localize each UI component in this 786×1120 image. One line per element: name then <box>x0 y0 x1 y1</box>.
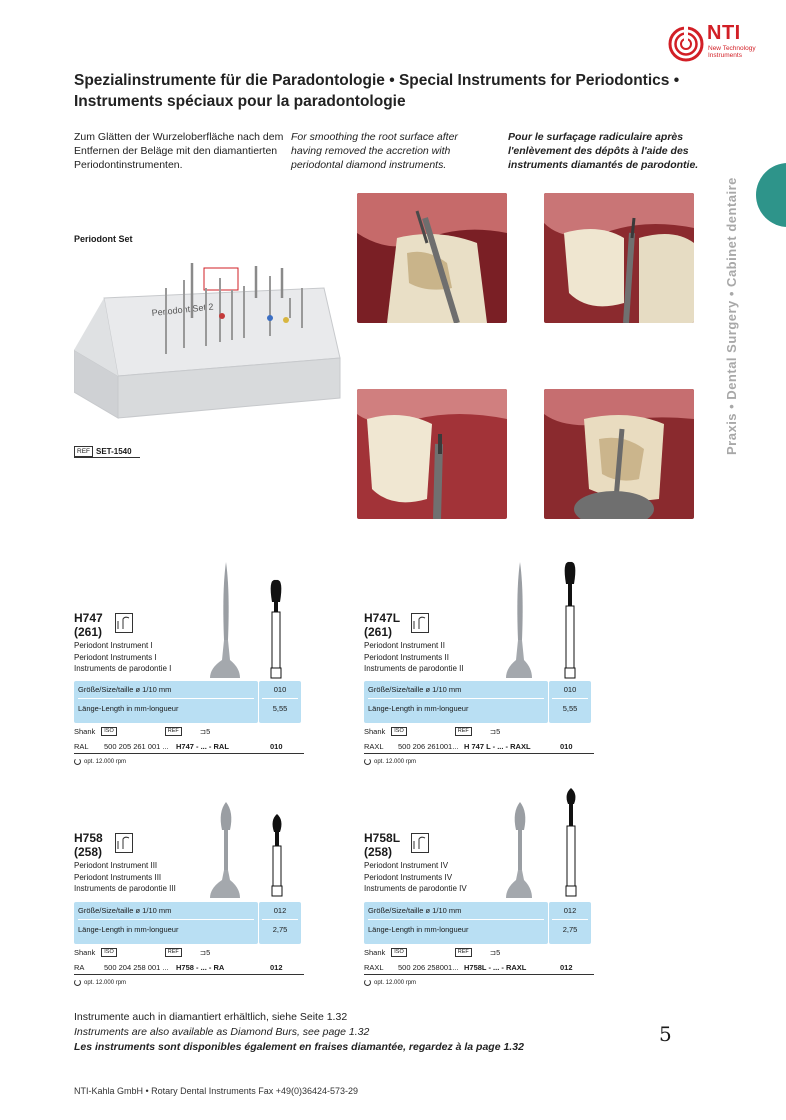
order-size: 010 <box>270 742 283 751</box>
product-desc-2: Periodont Instruments II <box>364 652 449 662</box>
order-row <box>74 742 304 754</box>
instrument-image <box>490 784 590 900</box>
instrument-type-icon <box>115 833 133 853</box>
instrument-image <box>490 560 590 680</box>
rpm-value: opt. 12.000 rpm <box>84 979 127 986</box>
size-value-panel <box>549 681 591 723</box>
order-code: H 747 L - ... - RAXL <box>464 742 531 751</box>
order-code: H758 - ... - RA <box>176 963 225 972</box>
shank-row <box>74 727 304 736</box>
brand-tagline: New Technology Instruments <box>708 45 756 59</box>
instrument-type-icon <box>411 613 429 633</box>
nti-ring-logo-icon <box>668 26 704 62</box>
order-row <box>364 963 594 975</box>
rotation-icon <box>364 758 371 765</box>
clinical-photo-4 <box>544 389 694 519</box>
set-label: Periodont Set <box>74 234 133 244</box>
order-row <box>364 742 594 754</box>
product-number: (261) <box>364 625 393 639</box>
product-number: (258) <box>364 845 393 859</box>
product-desc-1: Periodont Instrument I <box>74 641 153 650</box>
size-label: Größe/Size/taille ø 1/10 mm <box>78 906 172 915</box>
set-box-label: Periodont Set 2 <box>151 301 214 318</box>
order-number: 500 204 258 001 ... <box>104 963 169 972</box>
shank-label: Shank <box>74 948 96 957</box>
length-label: Länge-Length in mm-longueur <box>78 704 179 713</box>
ref-badge: REF <box>455 948 472 957</box>
length-value: 5,55 <box>272 704 288 713</box>
product-desc-1: Periodont Instrument II <box>364 641 445 650</box>
product-desc-2: Periodont Instruments III <box>74 872 162 882</box>
order-shank: RAXL <box>364 742 384 751</box>
product-number: (258) <box>74 845 103 859</box>
order-shank: RA <box>74 963 85 972</box>
page-number: 5 <box>659 1022 672 1046</box>
product-desc-3: Instruments de parodontie III <box>74 884 176 893</box>
availability-note <box>74 1010 524 1055</box>
ref-badge: REF <box>165 727 182 736</box>
note-french: Les instruments sont disponibles également en fraises diamantée, regardez à la page 1.32 <box>74 1041 524 1053</box>
instrument-image <box>200 800 300 900</box>
order-size: 012 <box>560 963 573 972</box>
rpm-row <box>74 758 126 765</box>
product-code: H747L <box>364 611 401 625</box>
page-title: Spezialinstrumente für die Paradontologie • Special Instruments for Periodontics • Instruments spéciaux pour la paradontologie <box>74 72 680 110</box>
length-label: Länge-Length in mm-longueur <box>78 925 179 934</box>
shank-row <box>364 727 594 736</box>
instrument-type-icon <box>115 613 133 633</box>
intro-english: For smoothing the root surface after having removed the accretion with periodontal diamond instruments. <box>291 131 458 171</box>
order-size: 012 <box>270 963 283 972</box>
size-value-panel <box>549 902 591 944</box>
order-code: H758L - ... - RAXL <box>464 963 527 972</box>
size-value: 010 <box>273 685 287 694</box>
iso-badge: ISO <box>101 948 116 957</box>
intro-french: Pour le surfaçage radiculaire après l'enlèvement des dépôts à l'aide des instruments diamantés de parodontie. <box>508 131 699 171</box>
set-reference <box>74 446 132 457</box>
nti-logo <box>668 22 768 66</box>
brand-name: NTI <box>707 22 741 44</box>
side-section-label: Praxis • Dental Surgery • Cabinet dentaire <box>724 177 739 455</box>
section-tab <box>756 163 786 227</box>
shank-label: Shank <box>364 948 386 957</box>
package-icon: ⊐ <box>489 948 497 957</box>
size-label: Größe/Size/taille ø 1/10 mm <box>368 685 462 694</box>
order-size: 010 <box>560 742 573 751</box>
note-german: Instrumente auch in diamantiert erhältlich, siehe Seite 1.32 <box>74 1011 348 1023</box>
clinical-photo-1 <box>357 193 507 323</box>
rpm-row <box>364 979 416 986</box>
product-desc-3: Instruments de parodontie IV <box>364 884 467 893</box>
pack-count: 5 <box>496 727 501 736</box>
order-code: H747 - ... - RAL <box>176 742 229 751</box>
rpm-value: opt. 12.000 rpm <box>84 758 127 765</box>
instrument-image <box>200 560 300 680</box>
length-label: Länge-Length in mm-longueur <box>368 925 469 934</box>
order-shank: RAXL <box>364 963 384 972</box>
size-value-panel <box>259 902 301 944</box>
intro-german: Zum Glätten der Wurzeloberfläche nach dem Entfernen der Beläge mit den diamantierten Periodontinstrumenten. <box>74 131 284 171</box>
footer-text: NTI-Kahla GmbH • Rotary Dental Instruments Fax +49(0)36424-573-29 <box>74 1086 359 1096</box>
clinical-photo-3 <box>357 389 507 519</box>
rotation-icon <box>364 979 371 986</box>
length-value: 5,55 <box>562 704 578 713</box>
divider <box>74 457 140 458</box>
rpm-row <box>364 758 416 765</box>
package-icon: ⊐ <box>199 948 207 957</box>
periodont-set-image <box>74 258 342 440</box>
shank-row <box>364 948 594 957</box>
product-number: (261) <box>74 625 103 639</box>
pack-count: 5 <box>496 948 501 957</box>
size-value: 012 <box>563 906 577 915</box>
shank-label: Shank <box>364 727 386 736</box>
set-ref-code: SET-1540 <box>96 447 132 456</box>
shank-label: Shank <box>74 727 96 736</box>
product-code: H758L <box>364 831 401 845</box>
rpm-value: opt. 12.000 rpm <box>374 979 417 986</box>
length-label: Länge-Length in mm-longueur <box>368 704 469 713</box>
size-label: Größe/Size/taille ø 1/10 mm <box>368 906 462 915</box>
rotation-icon <box>74 758 81 765</box>
package-icon: ⊐ <box>199 727 207 736</box>
clinical-photo-2 <box>544 193 694 323</box>
instrument-type-icon <box>411 833 429 853</box>
size-length-panel <box>74 681 258 723</box>
iso-badge: ISO <box>391 948 406 957</box>
product-desc-2: Periodont Instruments I <box>74 652 157 662</box>
size-value: 012 <box>273 906 287 915</box>
product-desc-3: Instruments de parodontie I <box>74 664 172 673</box>
order-number: 500 206 258001... <box>398 963 459 972</box>
order-row <box>74 963 304 975</box>
pack-count: 5 <box>206 727 211 736</box>
pack-count: 5 <box>206 948 211 957</box>
iso-badge: ISO <box>391 727 406 736</box>
product-desc-2: Periodont Instruments IV <box>364 872 453 882</box>
shank-row <box>74 948 304 957</box>
ref-badge: REF <box>455 727 472 736</box>
product-desc-1: Periodont Instrument III <box>74 861 158 870</box>
order-number: 500 206 261001... <box>398 742 459 751</box>
order-number: 500 205 261 001 ... <box>104 742 169 751</box>
iso-badge: ISO <box>101 727 116 736</box>
size-value-panel <box>259 681 301 723</box>
length-value: 2,75 <box>272 925 288 934</box>
ref-badge: REF <box>165 948 182 957</box>
size-length-panel <box>364 681 548 723</box>
ref-badge: REF <box>74 446 93 457</box>
package-icon: ⊐ <box>489 727 497 736</box>
rpm-row <box>74 979 126 986</box>
size-label: Größe/Size/taille ø 1/10 mm <box>78 685 172 694</box>
product-desc-3: Instruments de parodontie II <box>364 664 464 673</box>
size-value: 010 <box>563 685 577 694</box>
rpm-value: opt. 12.000 rpm <box>374 758 417 765</box>
product-desc-1: Periodont Instrument IV <box>364 861 449 870</box>
product-code: H758 <box>74 831 103 845</box>
order-shank: RAL <box>74 742 89 751</box>
length-value: 2,75 <box>562 925 578 934</box>
size-length-panel <box>364 902 548 944</box>
size-length-panel <box>74 902 258 944</box>
note-english: Instruments are also available as Diamond Burs, see page 1.32 <box>74 1026 370 1038</box>
product-code: H747 <box>74 611 103 625</box>
rotation-icon <box>74 979 81 986</box>
